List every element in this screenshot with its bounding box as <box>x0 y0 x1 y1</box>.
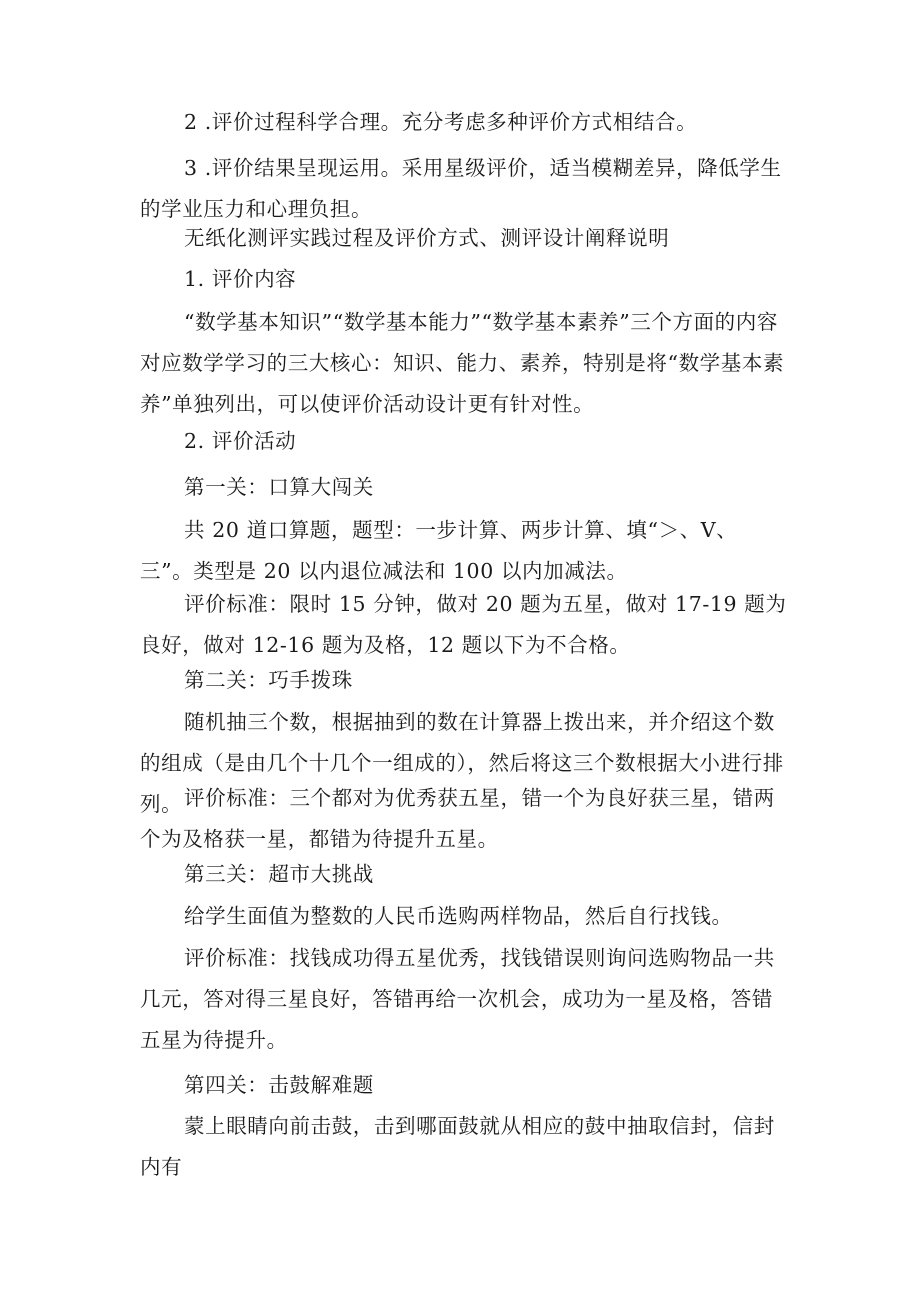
level-4-description: 蒙上眼睛向前击鼓，击到哪面鼓就从相应的鼓中抽取信封，信封内有 <box>140 1114 775 1179</box>
paragraph-evaluation-content: “数学基本知识”“数学基本能力”“数学基本素养”三个方面的内容对应数学学习的三大核心：知识、能力、素养，特别是将“数学基本素养”单独列出，可以使评价活动设计更有针对性。 <box>140 310 785 416</box>
level-1-criteria: 评价标准：限时 15 分钟，做对 20 题为五星，做对 17-19 题为良好，做对 12-16 题为及格，12 题以下为不合格。 <box>140 592 787 657</box>
subheading-evaluation-activity: 2. 评价活动 <box>184 429 297 453</box>
level-3-description: 给学生面值为整数的人民币选购两样物品，然后自行找钱。 <box>184 904 733 928</box>
level-4-title: 第四关：击鼓解难题 <box>184 1073 374 1097</box>
paragraph-criterion-2: 2 .评价过程科学合理。充分考虑多种评价方式相结合。 <box>184 110 698 134</box>
level-1-description: 共 20 道口算题，题型：一步计算、两步计算、填“＞、V、三”。类型是 20 以内退位减法和 100 以内加减法。 <box>140 518 738 583</box>
section-heading: 无纸化测评实践过程及评价方式、测评设计阐释说明 <box>184 226 670 250</box>
paragraph-criterion-3: 3 .评价结果呈现运用。采用星级评价，适当模糊差异，降低学生的学业压力和心理负担。 <box>140 156 782 221</box>
level-1-title: 第一关：口算大闯关 <box>184 475 374 499</box>
level-3-title: 第三关：超市大挑战 <box>184 862 374 886</box>
subheading-evaluation-content: 1. 评价内容 <box>184 267 297 291</box>
level-2-title: 第二关：巧手拨珠 <box>184 668 353 692</box>
level-3-criteria: 评价标准：找钱成功得五星优秀，找钱错误则询问选购物品一共几元，答对得三星良好，答错再给一次机会，成功为一星及格，答错五星为待提升。 <box>140 946 775 1052</box>
level-2-criteria: 评价标准：三个都对为优秀获五星，错一个为良好获三星，错两个为及格获一星，都错为待提升五星。 <box>140 786 775 851</box>
level-2-description: 随机抽三个数，根据抽到的数在计算器上拨出来，并介绍这个数的组成（是由几个十几个一组成的），然后将这三个数根据大小进行排列。 <box>140 710 784 816</box>
